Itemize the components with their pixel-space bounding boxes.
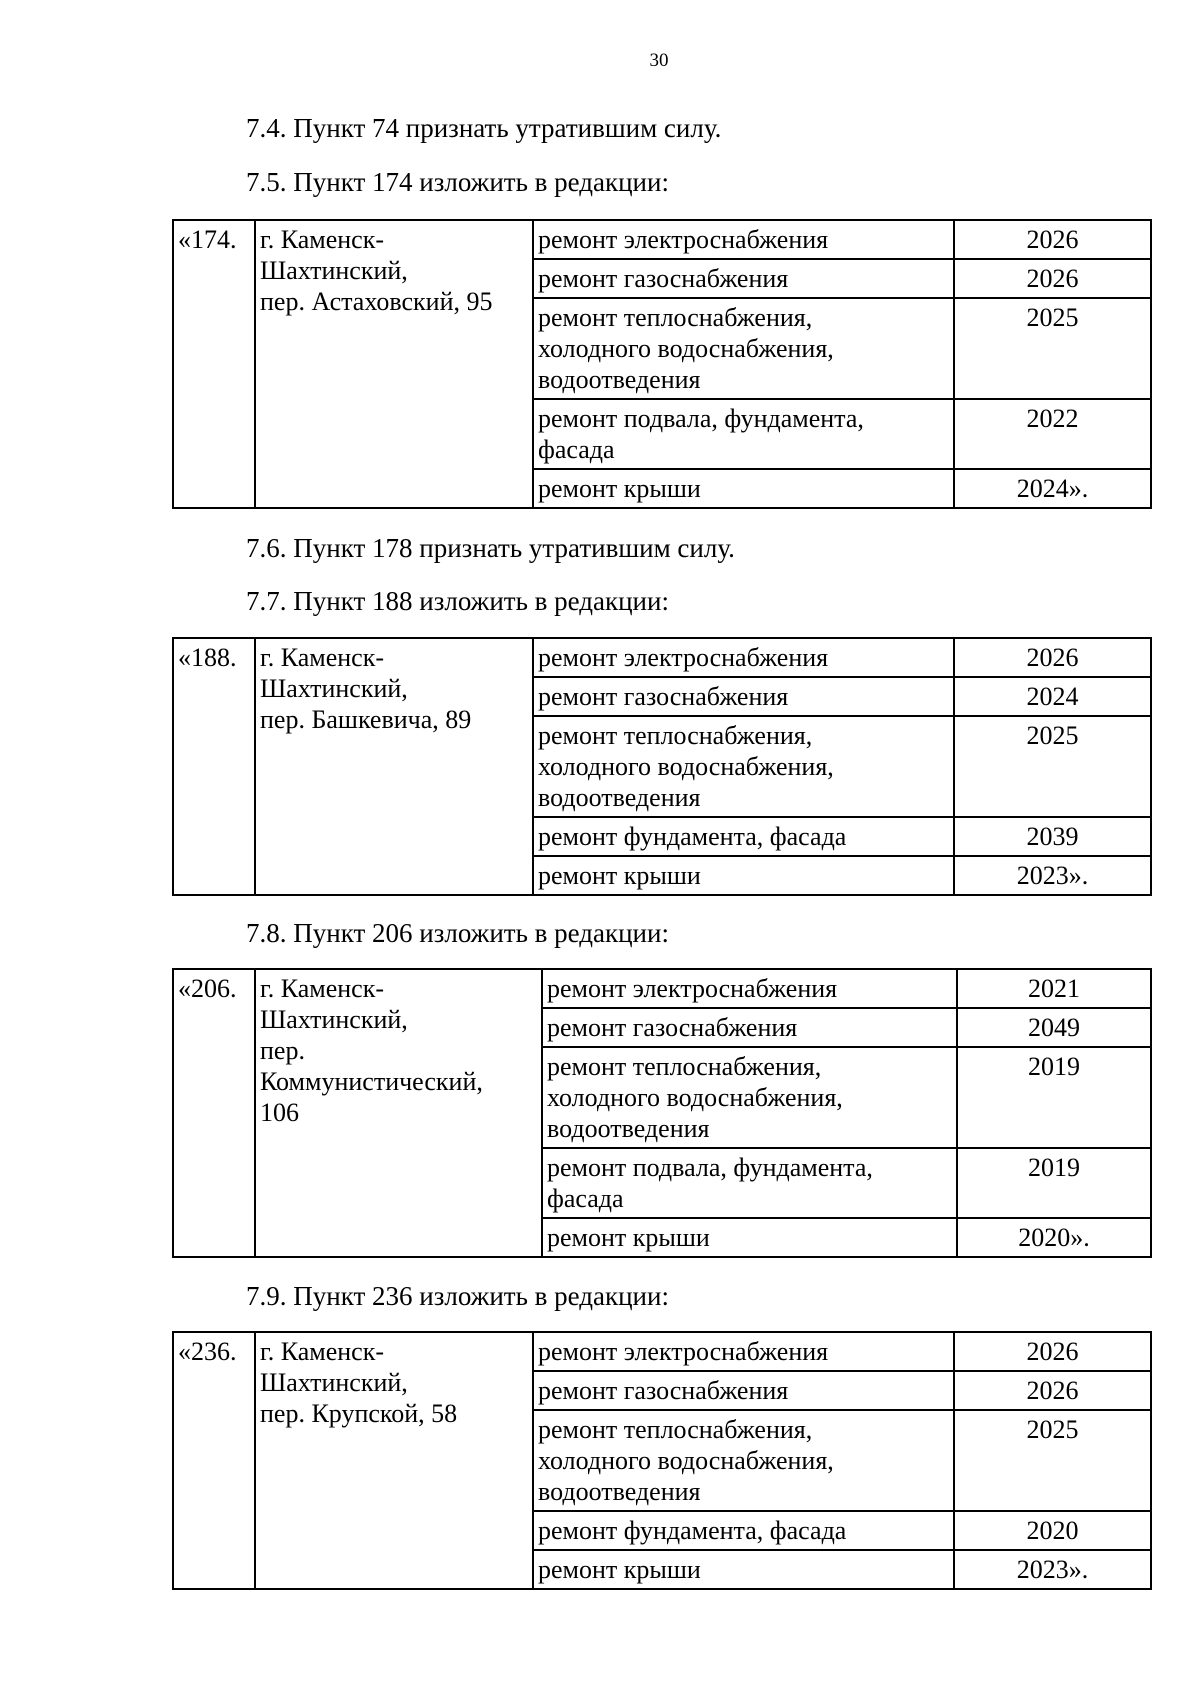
work-cell: ремонт крыши <box>542 1218 957 1257</box>
year-cell: 2026 <box>954 1332 1151 1371</box>
item-table-236 <box>172 1331 1152 1590</box>
item-address: г. Каменск- Шахтинский, пер. Башкевича, 89 <box>255 638 533 895</box>
year-cell: 2039 <box>954 817 1151 856</box>
work-cell: ремонт фундамента, фасада <box>533 1511 954 1550</box>
work-cell: ремонт подвала, фундамента, фасада <box>542 1148 957 1218</box>
item-address: г. Каменск- Шахтинский, пер. Крупской, 58 <box>255 1332 533 1589</box>
year-cell: 2023». <box>954 856 1151 895</box>
item-number: «206. <box>173 969 255 1257</box>
item-table-174 <box>172 219 1152 509</box>
work-cell: ремонт подвала, фундамента, фасада <box>533 399 954 469</box>
year-cell: 2019 <box>957 1148 1151 1218</box>
work-cell: ремонт крыши <box>533 856 954 895</box>
year-cell: 2026 <box>954 1371 1151 1410</box>
work-cell: ремонт теплоснабжения, холодного водоснабжения, водоотведения <box>533 716 954 817</box>
item-table-188 <box>172 637 1152 896</box>
year-cell: 2049 <box>957 1008 1151 1047</box>
work-cell: ремонт теплоснабжения, холодного водоснабжения, водоотведения <box>542 1047 957 1148</box>
year-cell: 2025 <box>954 716 1151 817</box>
year-cell: 2026 <box>954 220 1151 259</box>
year-cell: 2021 <box>957 969 1151 1008</box>
work-cell: ремонт газоснабжения <box>533 677 954 716</box>
paragraph-7-6: 7.6. Пункт 178 признать утратившим силу. <box>246 533 735 563</box>
work-cell: ремонт крыши <box>533 469 954 508</box>
item-table-206 <box>172 968 1152 1258</box>
year-cell: 2025 <box>954 1410 1151 1511</box>
work-cell: ремонт электроснабжения <box>533 1332 954 1371</box>
work-cell: ремонт электроснабжения <box>533 638 954 677</box>
work-cell: ремонт теплоснабжения, холодного водоснабжения, водоотведения <box>533 298 954 399</box>
item-address: г. Каменск- Шахтинский, пер. Коммунистический, 106 <box>255 969 542 1257</box>
paragraph-7-4: 7.4. Пункт 74 признать утратившим силу. <box>246 113 722 143</box>
page-number: 30 <box>649 50 669 71</box>
year-cell: 2020 <box>954 1511 1151 1550</box>
year-cell: 2023». <box>954 1550 1151 1589</box>
paragraph-7-9: 7.9. Пункт 236 изложить в редакции: <box>246 1281 669 1311</box>
work-cell: ремонт фундамента, фасада <box>533 817 954 856</box>
work-cell: ремонт электроснабжения <box>542 969 957 1008</box>
work-cell: ремонт газоснабжения <box>533 1371 954 1410</box>
paragraph-7-8: 7.8. Пункт 206 изложить в редакции: <box>246 918 669 948</box>
year-cell: 2024». <box>954 469 1151 508</box>
year-cell: 2026 <box>954 638 1151 677</box>
item-number: «174. <box>173 220 255 508</box>
work-cell: ремонт теплоснабжения, холодного водоснабжения, водоотведения <box>533 1410 954 1511</box>
year-cell: 2024 <box>954 677 1151 716</box>
work-cell: ремонт крыши <box>533 1550 954 1589</box>
year-cell: 2026 <box>954 259 1151 298</box>
item-number: «188. <box>173 638 255 895</box>
paragraph-7-5: 7.5. Пункт 174 изложить в редакции: <box>246 167 669 197</box>
year-cell: 2025 <box>954 298 1151 399</box>
year-cell: 2019 <box>957 1047 1151 1148</box>
year-cell: 2022 <box>954 399 1151 469</box>
year-cell: 2020». <box>957 1218 1151 1257</box>
item-address: г. Каменск- Шахтинский, пер. Астаховский, 95 <box>255 220 533 508</box>
paragraph-7-7: 7.7. Пункт 188 изложить в редакции: <box>246 586 669 616</box>
item-number: «236. <box>173 1332 255 1589</box>
work-cell: ремонт электроснабжения <box>533 220 954 259</box>
work-cell: ремонт газоснабжения <box>542 1008 957 1047</box>
work-cell: ремонт газоснабжения <box>533 259 954 298</box>
